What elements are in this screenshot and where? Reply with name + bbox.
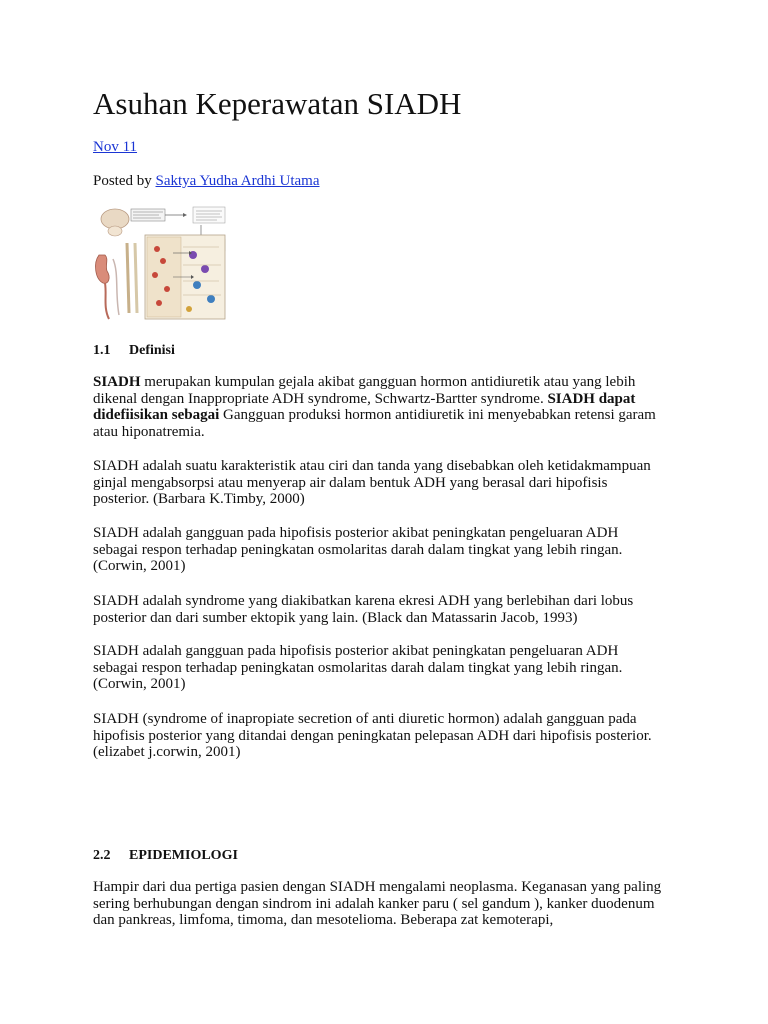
date-link[interactable]: Nov 11 <box>93 139 138 155</box>
paragraph-epidemiologi: Hampir dari dua pertiga pasien dengan SIADH mengalami neoplasma. Keganasan yang paling sering berhubungan dengan sindrom ini adalah kanker paru ( sel gandum ), kanker duodenum dan pankreas, limfoma, timoma, dan mesotelioma. Beberapa zat kemoterapi, <box>93 879 662 929</box>
paragraph-elizabet: SIADH (syndrome of inapropiate secretion of anti diuretic hormon) adalah gangguan pada hipofisis posterior yang ditandai dengan peningkatan pelepasan ADH dari hipofisis posterior.(elizabet j.corwin, 2001) <box>93 711 652 761</box>
section-heading-epidemiologi <box>93 847 238 865</box>
paragraph-siadh-definition <box>93 374 663 440</box>
posted-by-label: Posted by <box>93 173 156 189</box>
paragraph-text: merupakan kumpulan gejala akibat gangguan hormon antidiuretik atau yang lebih dikenal dengan Inappropriate ADH syndrome, Schwartz-Bartter syndrome. <box>93 374 636 407</box>
section-number: 1.1 <box>93 343 111 358</box>
post-date <box>93 138 137 156</box>
page-title: Asuhan Keperawatan SIADH <box>93 86 462 121</box>
section-number: 2.2 <box>93 848 111 863</box>
paragraph-text: Gangguan produksi hormon antidiuretik ini menyebabkan retensi garam atau hiponatremia. <box>93 407 656 440</box>
siadh-diagram-image <box>93 203 227 325</box>
bold-term: SIADH <box>93 374 141 390</box>
section-title: EPIDEMIOLOGI <box>129 848 238 863</box>
section-title: Definisi <box>129 343 175 358</box>
author-link[interactable]: Saktya Yudha Ardhi Utama <box>155 173 320 189</box>
bold-phrase: SIADH dapat didefiisikan sebagai <box>93 390 636 424</box>
post-byline <box>93 172 320 190</box>
paragraph-corwin-1: SIADH adalah gangguan pada hipofisis posterior akibat peningkatan pengeluaran ADH sebagai respon terhadap peningkatan osmolaritas darah dalam tingkat yang lebih ringan. (Corwin, 2001) <box>93 525 623 575</box>
paragraph-black: SIADH adalah syndrome yang diakibatkan karena ekresi ADH yang berlebihan dari lobus posterior dan dari sumber ektopik yang lain. (Black dan Matassarin Jacob, 1993) <box>93 593 634 626</box>
section-heading-definisi <box>93 342 175 360</box>
paragraph-corwin-2: SIADH adalah gangguan pada hipofisis posterior akibat peningkatan pengeluaran ADH sebagai respon terhadap peningkatan osmolaritas darah dalam tingkat yang lebih ringan. (Corwin, 2001) <box>93 643 623 693</box>
paragraph-timby: SIADH adalah suatu karakteristik atau ciri dan tanda yang disebabkan oleh ketidakmampuan ginjal mengabsorpsi atau menyerap air dalam bentuk ADH yang berasal dari hipofisis posterior. (Barbara K.Timby, 2000) <box>93 458 651 508</box>
